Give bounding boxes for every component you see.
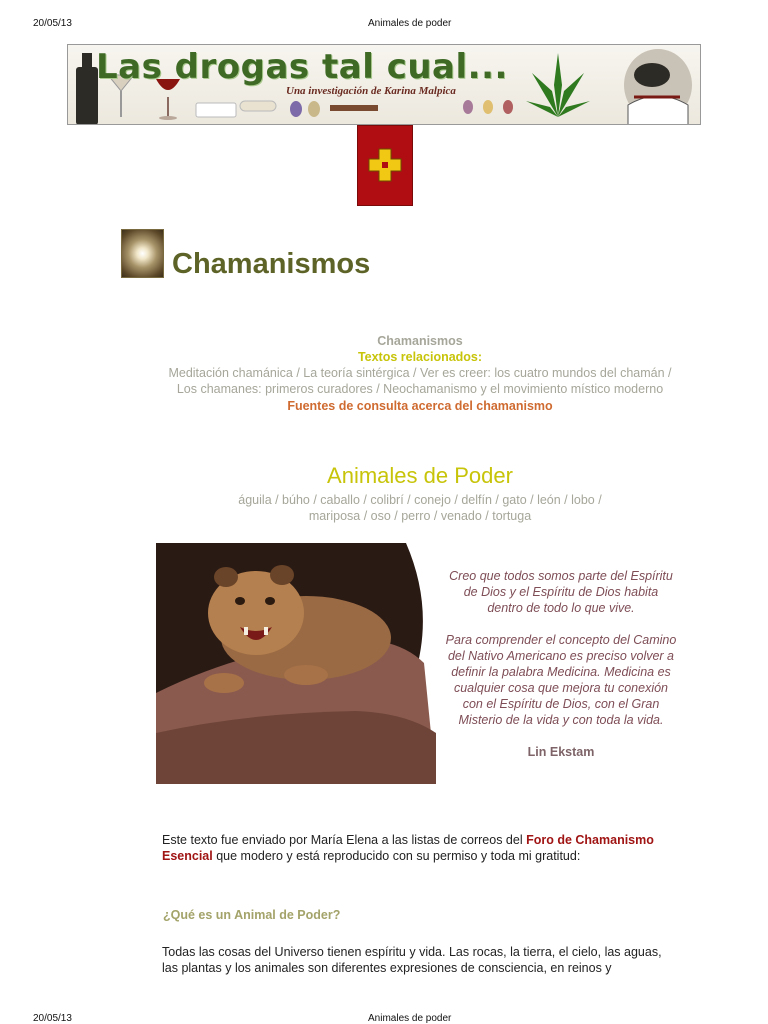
intro-text-start: Este texto fue enviado por María Elena a las listas de correos del — [162, 833, 527, 847]
quote-author: Lin Ekstam — [527, 745, 595, 759]
intro-line2 — [162, 848, 580, 864]
quote-p1-line2: de Dios y el Espíritu de Dios habita — [463, 585, 659, 599]
sources-link[interactable]: Fuentes de consulta acerca del chamanismo — [287, 399, 553, 413]
intro-text-end: que modero y está reproducido con su permiso y toda mi gratitud: — [212, 849, 581, 863]
print-header-title: Animales de poder — [368, 18, 452, 29]
animals-list-line1[interactable]: águila / búho / caballo / colibrí / conejo / delfín / gato / león / lobo / — [238, 493, 602, 507]
quote-p2-line3: definir la palabra Medicina. Medicina es — [451, 665, 671, 679]
related-links-line1[interactable]: Meditación chamánica / La teoría sintérgica / Ver es creer: los cuatro mundos del chamán / — [168, 366, 672, 380]
question-heading: ¿Qué es un Animal de Poder? — [163, 908, 341, 922]
page-title: Chamanismos — [172, 248, 371, 280]
quote-p1-line1: Creo que todos somos parte del Espíritu — [449, 569, 673, 583]
print-footer-date: 20/05/13 — [33, 1013, 72, 1024]
chakana-cross-icon — [368, 148, 402, 182]
quote-p2-line6: Misterio de la vida y con toda la vida. — [458, 713, 664, 727]
banner-title: Las drogas tal cual... — [96, 47, 508, 87]
quote-p2-line2: del Nativo Americano es preciso volver a — [447, 649, 675, 663]
animals-list-line2[interactable]: mariposa / oso / perro / venado / tortuga — [308, 509, 532, 523]
foro-link-part2[interactable]: Esencial — [162, 849, 213, 863]
intro-line1 — [162, 832, 654, 848]
chakana-emblem[interactable] — [357, 125, 413, 206]
banner-subtitle: Una investigación de Karina Malpica — [286, 85, 456, 97]
animales-title: Animales de Poder — [327, 463, 513, 488]
quote-p2-line1: Para comprender el concepto del Camino — [445, 633, 677, 647]
quote-p1-line3: dentro de todo lo que vive. — [487, 601, 635, 615]
print-header-date: 20/05/13 — [33, 18, 72, 29]
print-footer-title: Animales de poder — [368, 1013, 452, 1024]
related-links-line2[interactable]: Los chamanes: primeros curadores / Neochamanismo y el movimiento místico moderno — [176, 382, 664, 396]
foro-link-part1[interactable]: Foro de Chamanismo — [526, 833, 654, 847]
site-banner[interactable] — [67, 44, 701, 125]
quote-p2-line4: cualquier cosa que mejora tu conexión — [453, 681, 669, 695]
related-section-link[interactable]: Chamanismos — [377, 334, 463, 348]
answer-line2: las plantas y los animales son diferentes expresiones de consciencia, en reinos y — [162, 961, 612, 975]
answer-line1: Todas las cosas del Universo tienen espíritu y vida. Las rocas, la tierra, el cielo, las aguas, — [162, 945, 662, 959]
related-heading: Textos relacionados: — [357, 350, 483, 364]
mandala-icon — [121, 229, 164, 278]
quote-p2-line5: con el Espíritu de Dios, con el Gran — [462, 697, 660, 711]
cougar-photo — [156, 543, 436, 784]
